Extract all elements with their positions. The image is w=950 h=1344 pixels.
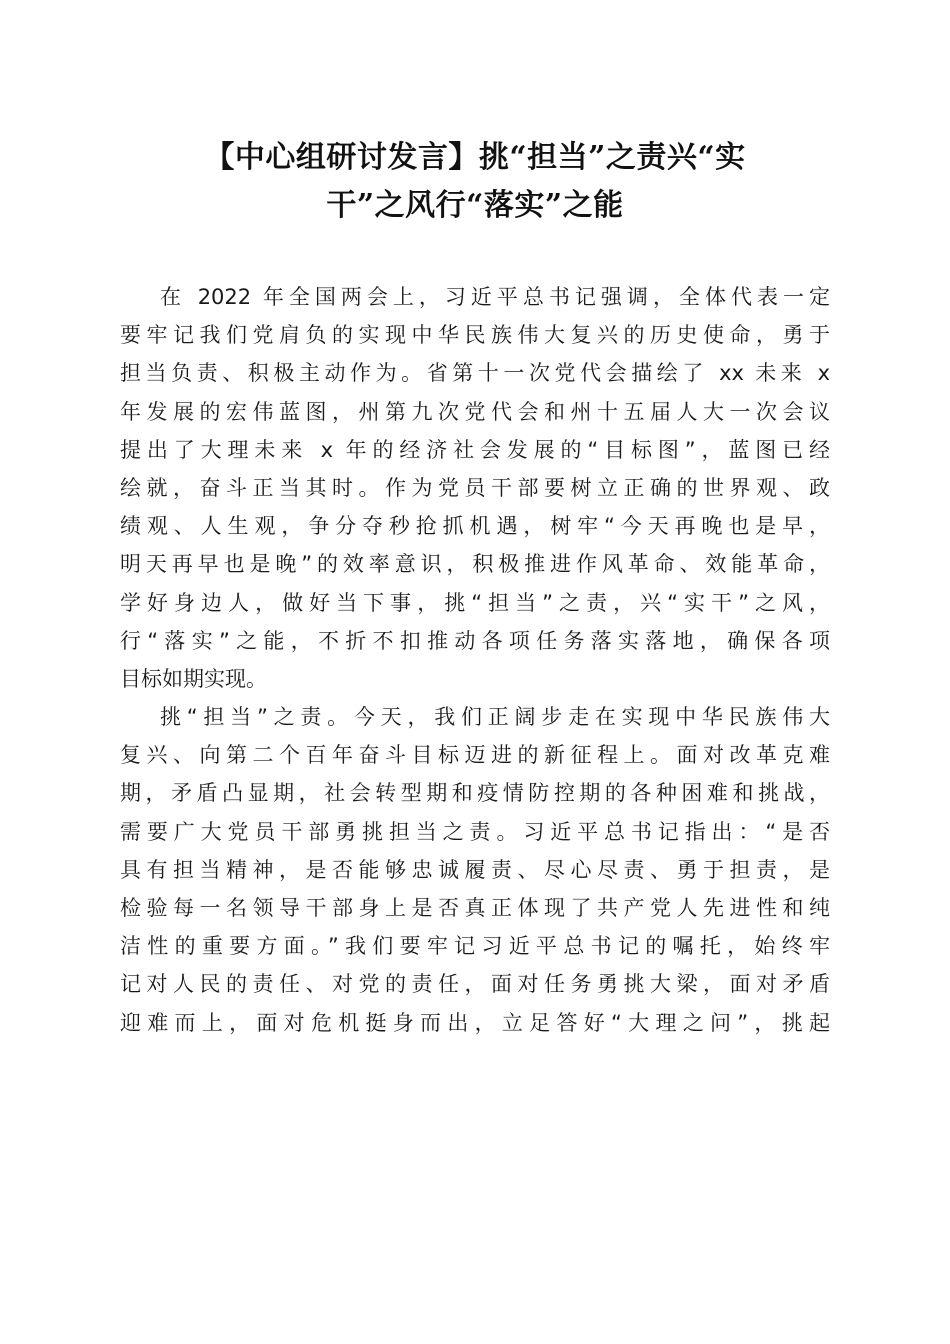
text-line: 洁性的重要方面。”我们要牢记习近平总书记的嘱托，始终牢 (120, 934, 830, 959)
title-line-1: 【中心组研讨发言】挑“担当”之责兴“实 (204, 140, 746, 175)
document-title (120, 134, 830, 230)
text-line: 记对人民的责任、对党的责任，面对任务勇挑大梁，面对矛盾 (120, 972, 830, 997)
title-line-2: 干”之风行“落实”之能 (326, 188, 624, 223)
text-line: 复兴、向第二个百年奋斗目标迈进的新征程上。面对改革克难 (120, 743, 830, 768)
text-line: 绩观、人生观，争分夺秒抢抓机遇，树牢“今天再晚也是早， (120, 514, 830, 539)
paragraph-1 (120, 278, 830, 698)
text-line: 检验每一名领导干部身上是否真正体现了共产党人先进性和纯 (120, 896, 830, 920)
text-line: 在 2022 年全国两会上，习近平总书记强调，全体代表一定 (160, 285, 830, 309)
text-line: 具有担当精神，是否能够忠诚履责、尽心尽责、勇于担责，是 (120, 857, 830, 882)
text-line: 担当负责、积极主动作为。省第十一次党代会描绘了 xx 未来 x (120, 361, 830, 386)
paragraph-2 (120, 698, 830, 1042)
text-line: 学好身边人，做好当下事，挑“担当”之责，兴“实干”之风， (120, 590, 830, 615)
text-line: 要牢记我们党肩负的实现中华民族伟大复兴的历史使命，勇于 (120, 323, 830, 348)
text-line: 提出了大理未来 x 年的经济社会发展的“目标图”，蓝图已经 (120, 437, 830, 462)
text-line: 期，矛盾凸显期，社会转型期和疫情防控期的各种困难和挑战， (120, 781, 830, 806)
text-line: 需要广大党员干部勇挑担当之责。习近平总书记指出：“是否 (120, 819, 830, 844)
text-line: 明天再早也是晚”的效率意识，积极推进作风革命、效能革命， (120, 552, 830, 577)
document-body (120, 278, 830, 1042)
text-line: 行“落实”之能，不折不扣推动各项任务落实落地，确保各项 (120, 628, 830, 653)
text-line: 绘就，奋斗正当其时。作为党员干部要树立正确的世界观、政 (120, 475, 830, 500)
text-line: 挑“担当”之责。今天，我们正阔步走在实现中华民族伟大 (160, 705, 830, 730)
text-line: 目标如期实现。 (120, 666, 267, 691)
text-line: 年发展的宏伟蓝图，州第九次党代会和州十五届人大一次会议 (120, 399, 830, 424)
text-line: 迎难而上，面对危机挺身而出，立足答好“大理之问”，挑起 (120, 1010, 830, 1035)
